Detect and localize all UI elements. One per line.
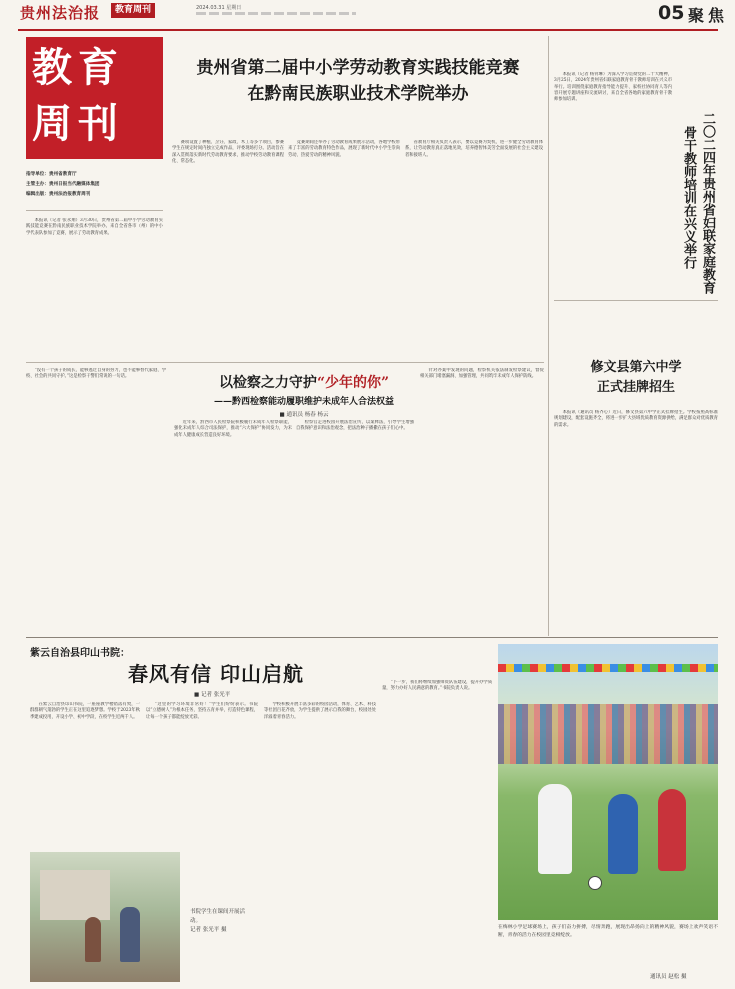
main-photo (498, 644, 718, 920)
photo-ball (588, 876, 602, 890)
newspaper-logo: 贵州法治报 (20, 4, 101, 22)
page-number: 05 (658, 2, 685, 24)
prosecutor-headline-highlight: “少年的你” (316, 375, 390, 391)
inset-caption-credit: 记者 张光平 摄 (190, 927, 227, 933)
recruit-body (554, 410, 718, 632)
prosecutor-col-2 (174, 420, 292, 630)
main-col-4 (405, 140, 543, 356)
main-col-2-text: 赛项设置了种植、烹饪、家政、木工等多个项目，参赛学生在规定时间内独立完成作品，评委现场打分。活动旨在深入贯彻落实新时代劳动教育要求，推动学校劳动教育课程化、常态化。 (172, 140, 284, 164)
bottom-col-2-text: “这里的学习环境非常好！”学生们纷纷表示。书院以“立德树人”为根本任务，坚持五育并举，打造特色课程，让每一个孩子都能绽放光彩。 (146, 702, 258, 720)
bottom-headline: 春风有信 印山启航 (128, 662, 304, 686)
main-lead-text: 本报讯（记者 张永翔）3月30日，贵州省第二届中小学劳动教育实践技能竞赛在黔南民族职业技术学院举办。来自全省各市（州）的中小学代表队参加了竞赛，展示了劳动教育成果。 (26, 218, 163, 236)
photo-player-1 (538, 784, 572, 874)
sidebar-banner (26, 37, 163, 159)
photo-caption-text: 在梅林小学足球赛场上，孩子们奋力拼搏，尽情奔跑，展现出昂扬向上的精神风貌，赛场上欢声笑语不断，青春的活力在校园里竞相绽放。 (498, 925, 718, 938)
weekday-text: 星期日 (226, 5, 242, 11)
sidebar-credits (26, 170, 163, 200)
upper-section-rule (26, 362, 544, 363)
bottom-col-4-text: “下一步，我们将继续加强师资队伍建设，提升办学质量，努力办好人民满意的教育。”书院负责人说。 (382, 680, 492, 692)
guide-unit: 指导单位：贵州省教育厅 (26, 172, 77, 177)
prosecutor-col-3-text: 检察官走进校园开展法治宣传，以案释法，引导学生增强自我保护意识和法治观念，把法治种子播撒在孩子们心中。 (296, 420, 414, 432)
edition-tag: 教育周刊 (111, 3, 155, 18)
prosecutor-col-4 (420, 368, 544, 630)
photo-caption (498, 924, 718, 939)
prosecutor-col-2-text: 近年来，黔西市人民检察院积极履行未成年人检察职能，强化未成年人综合司法保护，推动“六大保护”协同发力，为未成年人健康成长营造良好环境。 (174, 420, 292, 438)
prosecutor-intro-text: “没有一个孩子的成长，能够逃过自身的努力，也不能够替代家庭、学校、社会的共同守护。”这是检察干警们常说的一句话。 (26, 368, 166, 380)
issue-date (196, 4, 241, 11)
main-headline (172, 55, 544, 107)
bottom-kicker: 紫云自治县印山书院： (30, 648, 130, 659)
banner-text-top: 教育 (32, 44, 124, 91)
bottom-byline: ■ 记者 张光平 (194, 692, 231, 698)
bottom-col-2 (146, 702, 258, 842)
bottom-col-1 (30, 702, 140, 846)
right-feature-text: 本报讯（记者 杨骨琳）为深入学习贯彻党的二十大精神，3月25日，2024年贵州省妇联家庭教育骨干教师培训在兴义市举行。培训围绕家庭教育指导能力提升、家校社协同育人等内容开展专题讲座和交流研讨，来自全省各地的家庭教育骨干教师参加培训。 (554, 72, 672, 103)
photo-player-3 (658, 789, 686, 871)
right-vertical-title (676, 112, 718, 312)
section-title: 聚焦 (688, 6, 729, 25)
masthead-rule (18, 29, 718, 31)
inset-photo (30, 852, 180, 982)
inset-photo-building (40, 870, 110, 920)
main-col-2 (172, 140, 284, 356)
headline-line-2: 在黔南民族职业技术学院举办 (247, 84, 469, 104)
host-unit: 主管主办：贵州日报当代融媒体集团 (26, 182, 100, 187)
editor-unit: 编辑出版：贵州法治报教育周刊 (26, 192, 91, 197)
photo-player-2 (608, 794, 638, 874)
recruit-headline-line-1: 修文县第六中学 (590, 360, 682, 375)
inset-caption-text: 书院学生在课间开展活动。 (190, 909, 246, 924)
sidebar-rule (26, 210, 163, 211)
photo-bunting (498, 664, 718, 672)
bottom-col-3-text: 学校积极开展丰富多彩的校园活动，体育、艺术、科技等社团百花齐放，为学生提供了展示自我的舞台，校园处处洋溢着青春活力。 (264, 702, 376, 720)
prosecutor-headline (174, 372, 434, 392)
recruit-headline-line-2: 正式挂牌招生 (596, 380, 675, 395)
recruit-headline (554, 358, 718, 398)
prosecutor-byline: ■ 通讯员 杨春 杨云 (279, 412, 329, 418)
main-col-4-text: 省教育厅相关负责人表示，要以竞赛为契机，进一步健全劳动教育体系，让劳动教育真正落地见效，培养德智体美劳全面发展的社会主义建设者和接班人。 (405, 140, 543, 158)
prosecutor-intro (26, 368, 166, 630)
main-col-3-text: 竞赛期间还举办了劳动教育成果展示活动，各地学校带来了丰富的劳动教育特色作品，展现了新时代中小学生崇尚劳动、热爱劳动的精神风貌。 (288, 140, 400, 158)
recruit-body-text: 本报讯（通讯员 杨齐心）近日，修文县第六中学正式挂牌招生。学校按照高标准规划建设，配套设施齐全，将进一步扩大县域优质教育资源供给，满足群众对优质教育的需求。 (554, 410, 718, 428)
inset-photo-figure (120, 907, 140, 962)
headline-line-1: 贵州省第二届中小学劳动教育实践技能竞赛 (196, 58, 520, 78)
main-lead (26, 218, 163, 356)
prosecutor-col-3 (296, 420, 414, 630)
right-column-divider (548, 36, 549, 636)
bottom-col-1-text: 在紫云自治县印山书院，一座座教学楼错落有致，一群群朝气蓬勃的学生正在这里追逐梦想。学校于2023年秋季建成投用，开设小学、初中学段，在校学生近两千人。 (30, 702, 140, 720)
inset-photo-caption (190, 908, 248, 935)
date-text: 2024.03.31 (196, 5, 225, 11)
bottom-section-rule (26, 637, 718, 638)
masthead-info-line (196, 12, 356, 15)
photo-crowd (498, 704, 718, 764)
right-section-rule (554, 300, 718, 301)
vertical-title-line-2: 骨干教师培训在兴义举行 (681, 126, 696, 269)
bottom-col-4 (382, 680, 492, 986)
prosecutor-col-4-text: 针对办案中发现的问题，检察机关依法制发检察建议，督促相关部门堵塞漏洞、加强管理，共同筑牢未成年人保护防线。 (420, 368, 544, 380)
inset-photo-figure-2 (85, 917, 101, 962)
photo-credit: 通讯员 赵松 摄 (650, 974, 687, 980)
prosecutor-headline-main: 以检察之力守护 (218, 375, 317, 391)
prosecutor-subhead: ——黔西检察能动履职维护未成年人合法权益 (213, 397, 394, 407)
main-col-3 (288, 140, 400, 356)
masthead (0, 0, 735, 30)
bottom-col-3 (264, 702, 376, 986)
right-feature-body (554, 72, 672, 296)
vertical-title-line-1: 二〇二四年贵州省妇联家庭教育 (700, 112, 715, 294)
banner-text-bottom: 周刊 (32, 100, 124, 147)
